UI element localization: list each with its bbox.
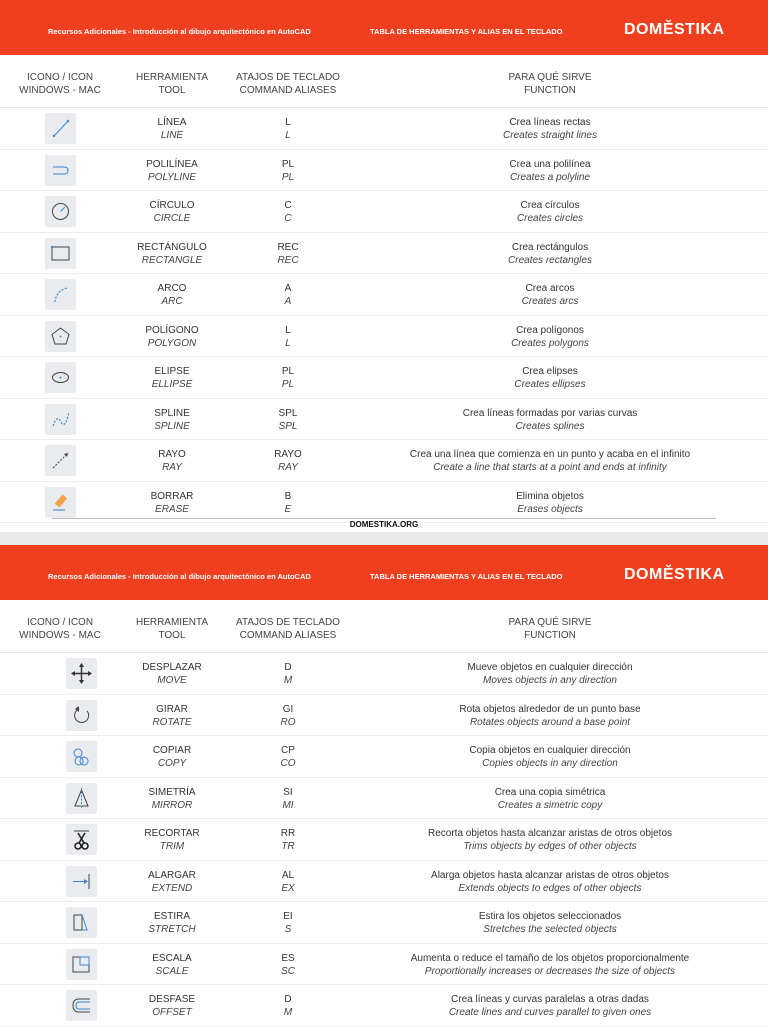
tool-function (330, 910, 768, 936)
col-head-tool: HERRAMIENTA TOOL (135, 617, 209, 641)
function-en: Rotates objects around a base point (469, 716, 631, 728)
polygon-icon (45, 321, 76, 352)
alias-windows: SPL (278, 407, 298, 419)
function-es: Rota objetos alrededor de un punto base (459, 703, 641, 715)
tool-name-es: DESPLAZAR (142, 662, 202, 673)
tool-name (120, 661, 224, 687)
alias-mac: RO (280, 716, 296, 728)
alias-windows: AL (281, 869, 295, 881)
tool-name (120, 158, 224, 184)
tool-name-en: ARC (161, 296, 183, 307)
table-row (0, 778, 768, 820)
function-es: Aumenta o reduce el tamaño de los objetos proporcionalmente (410, 952, 690, 964)
table-row (0, 985, 768, 1027)
polyline-icon (45, 155, 76, 186)
table-row (0, 357, 768, 399)
command-alias (238, 952, 338, 978)
alias-mac: L (285, 337, 291, 349)
tool-name-en: ERASE (155, 503, 189, 515)
tool-name (120, 116, 224, 142)
tool-function (330, 116, 768, 142)
function-es: Recorta objetos hasta alcanzar aristas de otros objetos (427, 828, 673, 839)
alias-mac: L (285, 130, 291, 141)
alias-windows: ES (281, 952, 295, 964)
alias-windows: PL (281, 366, 295, 377)
function-es: Crea polígonos (516, 324, 584, 336)
function-es: Crea una copia simétrica (494, 786, 606, 798)
alias-mac: EX (281, 882, 295, 894)
arc-icon (45, 279, 76, 310)
col-head-function: PARA QUÉ SIRVE FUNCTION (508, 72, 592, 96)
command-alias (238, 993, 338, 1019)
function-es: Alarga objetos hasta alcanzar aristas de otros objetos (431, 869, 669, 881)
course-title: Recursos Adicionales - Introducción al dibujo arquitectónico en AutoCAD (48, 27, 311, 36)
function-en: Creates polygons (511, 337, 589, 349)
tool-function (330, 703, 768, 729)
tool-name-en: RECTANGLE (141, 254, 203, 266)
tool-function (330, 365, 768, 391)
tool-name-en: EXTEND (151, 882, 193, 894)
function-es: Elimina objetos (516, 490, 584, 502)
tool-name-en: POLYLINE (148, 171, 196, 183)
function-en: Stretches the selected objects (483, 924, 617, 935)
table-row (0, 440, 768, 482)
tool-function (330, 241, 768, 267)
table-row (0, 274, 768, 316)
line-icon (45, 113, 76, 144)
table-row (0, 108, 768, 150)
tool-name-en: POLYGON (147, 337, 197, 349)
table-row (0, 902, 768, 944)
table-row (0, 482, 768, 524)
tool-name-en: ELLIPSE (151, 379, 193, 390)
footer-divider (52, 518, 716, 519)
alias-windows: RR (280, 828, 296, 839)
tool-function (330, 448, 768, 474)
scale-icon (66, 949, 97, 980)
tool-name-en: OFFSET (152, 1007, 192, 1018)
tool-name-es: ALARGAR (148, 869, 196, 881)
tool-function (330, 827, 768, 853)
tool-name (120, 910, 224, 936)
function-en: Creates circles (516, 213, 584, 224)
function-en: Trims objects by edges of other objects (463, 841, 637, 852)
page-header (0, 0, 768, 55)
table-row (0, 399, 768, 441)
tool-name-en: RAY (162, 462, 182, 473)
function-en: Creates ellipses (514, 379, 586, 390)
move-icon (66, 658, 97, 689)
col-head-tool: HERRAMIENTA TOOL (135, 72, 209, 96)
command-alias (238, 703, 338, 729)
rotate-icon (66, 700, 97, 731)
tool-name-es: POLILÍNEA (146, 158, 198, 170)
function-en: Creates arcs (521, 296, 579, 307)
tool-name (120, 786, 224, 812)
tool-name (120, 869, 224, 895)
command-alias (238, 448, 338, 474)
tool-name-es: SIMETRÍA (148, 786, 196, 798)
alias-mac: REC (277, 254, 299, 266)
command-alias (238, 282, 338, 308)
tool-name-es: POLÍGONO (145, 324, 199, 336)
tool-name-en: MOVE (157, 675, 187, 686)
alias-windows: D (284, 662, 292, 673)
table-row (0, 233, 768, 275)
command-alias (238, 116, 338, 142)
domestika-logo: DOMĚSTIKA (624, 21, 725, 38)
alias-mac: MI (282, 799, 294, 811)
tool-name (120, 324, 224, 350)
alias-windows: PL (281, 158, 295, 170)
tool-rows (0, 653, 768, 1027)
alias-windows: L (285, 117, 291, 128)
function-es: Crea líneas formadas por varias curvas (462, 407, 638, 419)
eraser-icon (45, 487, 76, 518)
tool-name-es: LÍNEA (157, 117, 187, 128)
col-head-alias: ATAJOS DE TECLADO COMMAND ALIASES (236, 617, 340, 641)
page-2 (0, 545, 768, 1024)
tool-function (330, 407, 768, 433)
stretch-icon (66, 907, 97, 938)
tool-name-es: ESCALA (152, 952, 192, 964)
col-head-function: PARA QUÉ SIRVE FUNCTION (508, 617, 592, 641)
alias-mac: M (283, 675, 293, 686)
mirror-icon (66, 783, 97, 814)
function-en: Creates straight lines (503, 130, 597, 141)
function-es: Crea arcos (525, 283, 575, 294)
rectangle-icon (45, 238, 76, 269)
tool-name-en: CIRCLE (153, 213, 191, 224)
column-headers (0, 600, 768, 653)
alias-mac: SPL (278, 420, 298, 432)
table-row (0, 695, 768, 737)
alias-mac: SC (281, 965, 295, 977)
command-alias (238, 365, 338, 391)
tool-function (330, 786, 768, 812)
offset-icon (66, 990, 97, 1021)
domestika-logo: DOMĚSTIKA (624, 566, 725, 583)
function-es: Estira los objetos seleccionados (478, 911, 622, 922)
alias-mac: PL (281, 171, 295, 183)
tool-name-en: LINE (160, 130, 184, 141)
tool-name-es: DESFASE (148, 994, 196, 1005)
alias-windows: C (284, 200, 292, 211)
function-es: Crea líneas y curvas paralelas a otras dadas (451, 994, 649, 1005)
tool-name-es: RECORTAR (144, 828, 200, 839)
table-row (0, 944, 768, 986)
page-gap (0, 532, 768, 545)
tool-name-es: BORRAR (150, 490, 194, 502)
alias-windows: GI (282, 703, 294, 715)
footer-url[interactable]: DOMESTIKA.ORG (349, 520, 419, 529)
tool-name (120, 365, 224, 391)
tool-name-es: SPLINE (154, 407, 190, 419)
tool-name-en: MIRROR (151, 799, 193, 811)
function-en: Copies objects in any direction (482, 758, 618, 769)
alias-windows: RAYO (274, 449, 302, 460)
function-en: Creates a simetric copy (497, 799, 603, 811)
function-es: Crea rectángulos (511, 241, 589, 253)
command-alias (238, 869, 338, 895)
alias-mac: A (284, 296, 292, 307)
tool-name-es: ARCO (157, 283, 187, 294)
tool-function (330, 993, 768, 1019)
table-row (0, 316, 768, 358)
tool-name (120, 282, 224, 308)
command-alias (238, 158, 338, 184)
function-es: Crea líneas rectas (509, 117, 591, 128)
table-row (0, 150, 768, 192)
ellipse-icon (45, 362, 76, 393)
alias-windows: SI (283, 786, 293, 798)
tool-name (120, 993, 224, 1019)
tool-name (120, 241, 224, 267)
col-head-icon: ICONO / ICON WINDOWS - MAC (19, 617, 101, 641)
alias-windows: B (284, 490, 292, 502)
function-en: Create a line that starts at a point and ends at infinity (433, 462, 667, 473)
table-row (0, 819, 768, 861)
tool-name-es: COPIAR (152, 745, 192, 756)
alias-mac: S (284, 924, 292, 935)
function-en: Creates a polyline (509, 171, 591, 183)
column-headers (0, 55, 768, 108)
function-es: Crea una línea que comienza en un punto y acaba en el infinito (409, 449, 691, 460)
alias-mac: CO (280, 758, 296, 769)
alias-windows: REC (277, 241, 299, 253)
tool-function (330, 199, 768, 225)
extend-icon (66, 866, 97, 897)
circle-icon (45, 196, 76, 227)
function-en: Create lines and curves parallel to given ones (448, 1007, 652, 1018)
tool-function (330, 490, 768, 516)
alias-mac: C (284, 213, 292, 224)
tool-function (330, 952, 768, 978)
function-en: Erases objects (517, 503, 583, 515)
tool-name-en: COPY (157, 758, 187, 769)
function-es: Copia objetos en cualquier dirección (469, 745, 631, 756)
alias-windows: A (284, 283, 292, 294)
tool-function (330, 661, 768, 687)
tool-name (120, 407, 224, 433)
tool-name-es: ELIPSE (154, 366, 190, 377)
tool-name (120, 490, 224, 516)
command-alias (238, 827, 338, 853)
command-alias (238, 744, 338, 770)
alias-windows: EI (283, 911, 293, 922)
alias-mac: PL (281, 379, 295, 390)
tool-name-es: GIRAR (156, 703, 188, 715)
tool-name-en: TRIM (159, 841, 185, 852)
trim-icon (66, 824, 97, 855)
command-alias (238, 199, 338, 225)
course-title: Recursos Adicionales - Introducción al dibujo arquitectónico en AutoCAD (48, 572, 311, 581)
tool-name-en: ROTATE (152, 716, 192, 728)
page-header (0, 545, 768, 600)
tool-name-es: ESTIRA (153, 911, 191, 922)
copy-icon (66, 741, 97, 772)
tool-name-en: SPLINE (154, 420, 190, 432)
function-en: Proportionally increases or decreases the size of objects (424, 965, 676, 977)
table-title: TABLA DE HERRAMIENTAS Y ALIAS EN EL TECLADO (370, 27, 563, 36)
alias-mac: M (283, 1007, 293, 1018)
tool-name (120, 952, 224, 978)
tool-name-es: RAYO (158, 449, 186, 460)
tool-name (120, 744, 224, 770)
command-alias (238, 407, 338, 433)
table-row (0, 861, 768, 903)
function-en: Creates splines (515, 420, 585, 432)
tool-name (120, 827, 224, 853)
tool-function (330, 869, 768, 895)
tool-name-es: CÍRCULO (149, 200, 195, 211)
alias-mac: RAY (278, 462, 298, 473)
command-alias (238, 910, 338, 936)
tool-name (120, 703, 224, 729)
command-alias (238, 490, 338, 516)
command-alias (238, 241, 338, 267)
tool-function (330, 324, 768, 350)
function-es: Crea una polilínea (509, 158, 591, 170)
alias-windows: D (284, 994, 292, 1005)
tool-function (330, 744, 768, 770)
col-head-icon: ICONO / ICON WINDOWS - MAC (19, 72, 101, 96)
command-alias (238, 661, 338, 687)
command-alias (238, 324, 338, 350)
tool-name (120, 448, 224, 474)
function-es: Crea elipses (522, 366, 578, 377)
function-en: Creates rectangles (508, 254, 592, 266)
tool-name (120, 199, 224, 225)
function-es: Crea círculos (520, 200, 580, 211)
ray-icon (45, 445, 76, 476)
tool-function (330, 158, 768, 184)
command-alias (238, 786, 338, 812)
alias-mac: TR (281, 841, 295, 852)
table-row (0, 191, 768, 233)
function-es: Mueve objetos en cualquier dirección (467, 662, 633, 673)
function-en: Extends objects to edges of other objects (458, 882, 642, 894)
alias-mac: E (284, 503, 292, 515)
tool-name-es: RECTÁNGULO (137, 241, 207, 253)
tool-function (330, 282, 768, 308)
table-row (0, 736, 768, 778)
function-en: Moves objects in any direction (483, 675, 617, 686)
table-row (0, 653, 768, 695)
tool-rows (0, 108, 768, 523)
tool-name-en: SCALE (155, 965, 189, 977)
spline-icon (45, 404, 76, 435)
alias-windows: CP (281, 745, 295, 756)
col-head-alias: ATAJOS DE TECLADO COMMAND ALIASES (236, 72, 340, 96)
tool-name-en: STRETCH (148, 924, 196, 935)
table-title: TABLA DE HERRAMIENTAS Y ALIAS EN EL TECLADO (370, 572, 563, 581)
alias-windows: L (285, 324, 291, 336)
